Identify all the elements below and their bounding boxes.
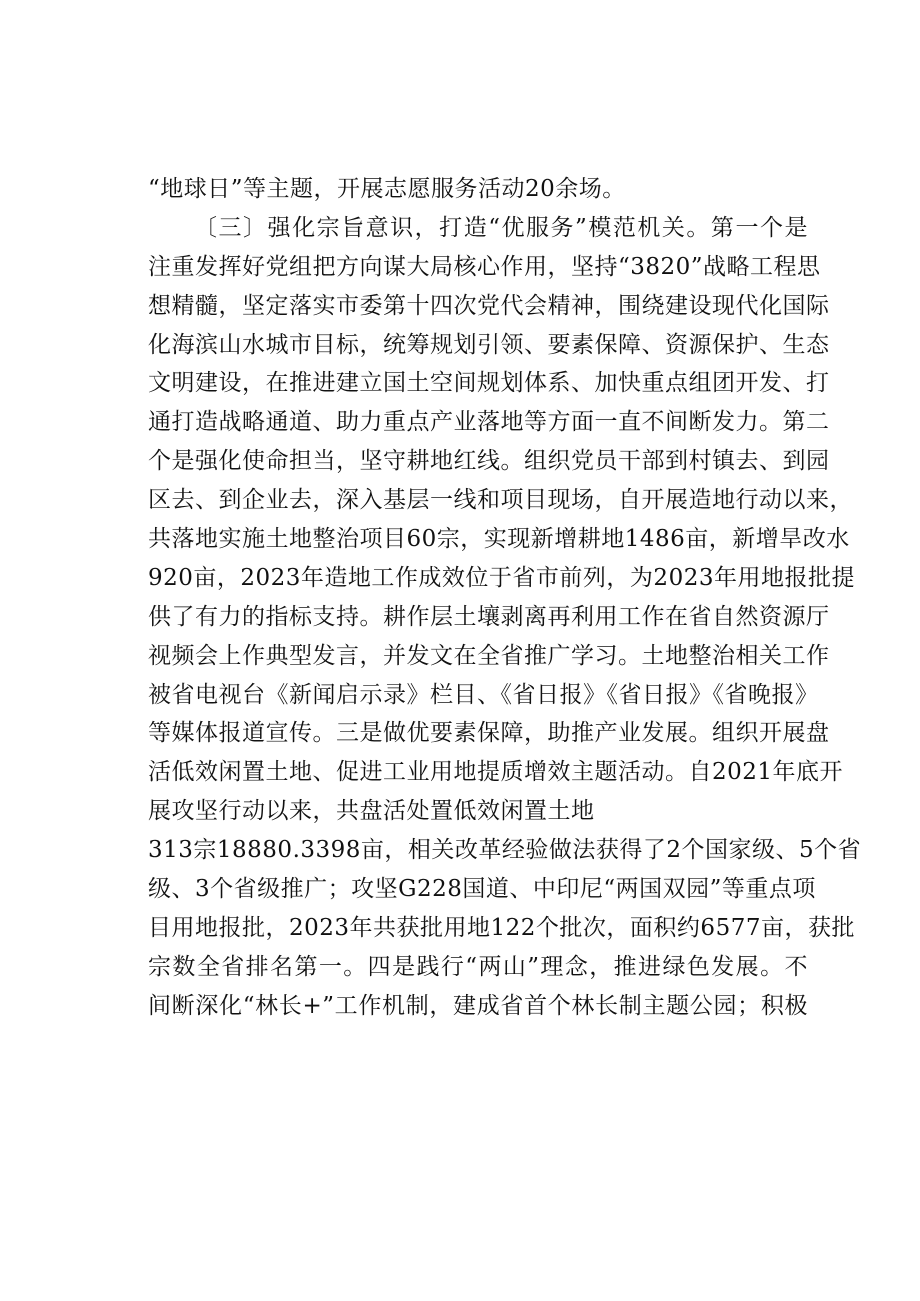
text-line: 宗数全省排名第一。四是践行“两山”理念，推进绿色发展。不 bbox=[148, 953, 808, 980]
text-line: 个是强化使命担当，坚守耕地红线。组织党员干部到村镇去、到园 bbox=[148, 448, 830, 475]
text-line: 区去、到企业去，深入基层一线和项目现场，自开展造地行动以来， bbox=[148, 487, 853, 514]
text-line: 920亩，2023年造地工作成效位于省市前列，为2023年用地报批提 bbox=[148, 564, 855, 591]
body-text bbox=[148, 170, 862, 1026]
text-line: 注重发挥好党组把方向谋大局核心作用，坚持“3820”战略工程思 bbox=[148, 253, 821, 280]
text-line: 展攻坚行动以来，共盘活处置低效闲置土地 bbox=[148, 798, 595, 825]
text-line: 间断深化“林长+”工作机制，建成省首个林长制主题公园；积极 bbox=[148, 992, 808, 1019]
text-line: 视频会上作典型发言，并发文在全省推广学习。土地整治相关工作 bbox=[148, 642, 830, 669]
text-line: 活低效闲置土地、促进工业用地提质增效主题活动。自2021年底开 bbox=[148, 759, 844, 786]
text-line: 等媒体报道宣传。三是做优要素保障，助推产业发展。组织开展盘 bbox=[148, 720, 830, 747]
text-line: “地球日”等主题，开展志愿服务活动20余场。 bbox=[148, 176, 626, 202]
text-line: 共落地实施土地整治项目60宗，实现新增耕地1486亩，新增旱改水 bbox=[148, 526, 850, 553]
text-line: 文明建设，在推进建立国土空间规划体系、加快重点组团开发、打 bbox=[148, 370, 830, 397]
text-line: 级、3个省级推广；攻坚G228国道、中印尼“两国双园”等重点项 bbox=[148, 876, 816, 903]
section-heading-line: 〔三〕强化宗旨意识，打造“优服务”模范机关。第一个是 bbox=[194, 214, 808, 241]
text-line: 化海滨山水城市目标，统筹规划引领、要素保障、资源保护、生态 bbox=[148, 331, 830, 358]
text-line: 目用地报批，2023年共获批用地122个批次，面积约6577亩，获批 bbox=[148, 914, 855, 941]
text-line: 通打造战略通道、助力重点产业落地等方面一直不间断发力。第二 bbox=[148, 409, 830, 436]
text-line: 想精髓，坚定落实市委第十四次党代会精神，围绕建设现代化国际 bbox=[148, 292, 830, 319]
text-line: 供了有力的指标支持。耕作层土壤剥离再利用工作在省自然资源厅 bbox=[148, 603, 830, 630]
text-line: 被省电视台《新闻启示录》栏目、《省日报》《省日报》《省晚报》 bbox=[148, 681, 819, 708]
text-line: 313宗18880.3398亩，相关改革经验做法获得了2个国家级、5个省 bbox=[148, 837, 862, 864]
